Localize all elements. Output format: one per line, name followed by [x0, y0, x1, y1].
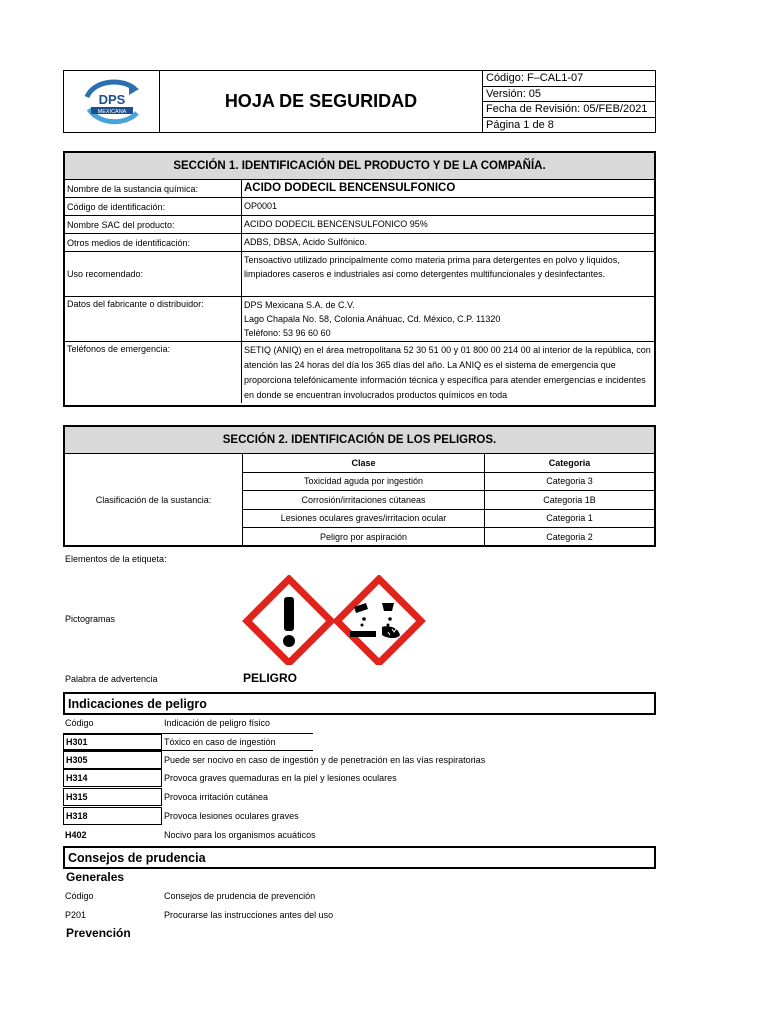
section-2-title: SECCIÓN 2. IDENTIFICACIÓN DE LOS PELIGROS.: [65, 427, 654, 454]
document-title: HOJA DE SEGURIDAD: [160, 71, 483, 132]
row-label: Datos del fabricante o distribuidor:: [65, 297, 242, 341]
precaution-text-header: Consejos de prudencia de prevención: [164, 891, 316, 901]
section-2: [63, 425, 656, 547]
precaution-code: P201: [65, 910, 87, 920]
generales-heading: Generales: [66, 870, 125, 884]
row-label: Código de identificación:: [65, 198, 242, 215]
fabricante-line: Lago Chapala No. 58, Colonia Anáhuac, Cd. México, C.P. 11320: [244, 314, 501, 324]
categoria-cell: Categoria 2: [546, 532, 593, 543]
row-value: SETIQ (ANIQ) en el área metropolitana 52 30 51 00 y 01 800 00 214 00 al interior de la república, con atención las 24 horas del día los 365 días del año. La ANIQ es el sistema de emergencia que proporciona telefónicamente información técnica y específica para atender emergencias e incidentes en donde se encuentran involucrados productos químicos en toda: [244, 345, 651, 400]
svg-text:DPS: DPS: [98, 91, 125, 107]
table-row: [63, 751, 656, 769]
section-1: [63, 151, 656, 407]
row-value: Tensoactivo utilizado principalmente como materia prima para detergentes en polvo y liquidos, limpiadores caseros e industriales asi como detergentes multifuncionales y desinfectantes.: [244, 255, 620, 279]
pictogramas-label: Pictogramas: [65, 614, 116, 624]
table-row: [243, 473, 654, 492]
row-value: ACIDO DODECIL BENCENSULFONICO 95%: [244, 218, 428, 229]
hazard-code: H305: [63, 751, 161, 769]
clase-cell: Toxicidad aguda por ingestión: [243, 473, 485, 491]
hazard-text: Tóxico en caso de ingestión: [161, 734, 276, 750]
table-row: [63, 733, 313, 751]
table-header-row: [243, 454, 654, 473]
hazard-text: Provoca graves quemaduras en la piel y lesiones oculares: [161, 769, 397, 787]
table-row: [63, 906, 656, 924]
clase-cell: Peligro por aspiración: [243, 528, 485, 547]
table-row: [65, 252, 654, 297]
classification-table: [65, 454, 654, 545]
meta-pagina: Página 1 de 8: [486, 118, 554, 131]
hazard-code: H301: [63, 734, 161, 750]
hazard-text: Provoca irritación cutánea: [161, 788, 268, 806]
meta-fecha: Fecha de Revisión: 05/FEB/2021: [483, 102, 655, 118]
palabra-label: Palabra de advertencia: [65, 674, 158, 684]
elementos-label: Elementos de la etiqueta:: [65, 554, 167, 564]
categoria-cell: Categoria 1B: [543, 494, 596, 505]
row-label: Nombre de la sustancia química:: [65, 180, 242, 197]
svg-text:MEXICANA: MEXICANA: [97, 108, 126, 115]
table-row: [243, 491, 654, 510]
col-categoria-header: Categoria: [548, 457, 591, 468]
table-row: [65, 198, 654, 216]
document-header: [63, 70, 656, 133]
precautions-title: Consejos de prudencia: [63, 846, 656, 869]
precaution-text: Procurarse las instrucciones antes del uso: [164, 910, 334, 920]
col-clase-header: Clase: [243, 454, 485, 472]
hazard-code-header: Código: [65, 718, 94, 728]
precaution-header-row: [63, 887, 656, 905]
hazard-code: H315: [63, 788, 161, 806]
hazard-header-row: [63, 714, 656, 732]
exclamation-mark-icon: [247, 579, 331, 663]
corrosion-icon: [337, 579, 421, 663]
row-value: ADBS, DBSA, Acido Sulfónico.: [244, 236, 368, 247]
logo-cell: [64, 71, 160, 132]
meta-version: Versión: 05: [483, 87, 655, 103]
fabricante-line: DPS Mexicana S.A. de C.V.: [244, 300, 355, 310]
dps-logo-icon: [79, 75, 145, 129]
row-value: OP0001: [244, 200, 278, 211]
hazard-code: H318: [63, 807, 161, 825]
clase-cell: Lesiones oculares graves/irritacion ocular: [243, 510, 485, 528]
table-row: [65, 234, 654, 252]
classification-grid: [242, 454, 654, 545]
hazard-code: H314: [63, 769, 161, 787]
hazard-text: Provoca lesiones oculares graves: [161, 807, 299, 825]
precaution-code-header: Código: [65, 891, 94, 901]
hazard-text: Nocivo para los organismos acuáticos: [164, 830, 316, 840]
row-label: Nombre SAC del producto:: [65, 216, 242, 233]
row-value: [242, 297, 654, 341]
clase-cell: Corrosión/irritaciones cútaneas: [243, 491, 485, 509]
section-1-title: SECCIÓN 1. IDENTIFICACIÓN DEL PRODUCTO Y DE LA COMPAÑÍA.: [65, 153, 654, 180]
row-value: ACIDO DODECIL BENCENSULFONICO: [244, 181, 456, 194]
row-label: Otros medios de identificación:: [65, 234, 242, 251]
hazard-statements-title: Indicaciones de peligro: [63, 692, 656, 715]
table-row: [65, 342, 654, 403]
table-row: [63, 769, 656, 787]
categoria-cell: Categoria 3: [546, 476, 593, 487]
hazard-text: Puede ser nocivo en caso de ingestión y de penetración en las vías respiratorias: [161, 751, 485, 769]
table-row: [243, 528, 654, 547]
table-row: [63, 826, 656, 844]
signal-word: PELIGRO: [243, 671, 298, 685]
prevencion-heading: Prevención: [66, 926, 131, 940]
pictograms: [242, 575, 432, 665]
row-label: Teléfonos de emergencia:: [65, 342, 242, 403]
row-label: Uso recomendado:: [65, 252, 242, 296]
classification-label: Clasificación de la sustancia:: [95, 494, 212, 505]
document-meta: [483, 71, 655, 132]
table-row: [63, 788, 656, 806]
hazard-text-header: Indicación de peligro físico: [164, 718, 271, 728]
meta-codigo: Código: F–CAL1-07: [483, 71, 655, 87]
categoria-cell: Categoria 1: [546, 513, 593, 524]
table-row: [65, 297, 654, 342]
table-row: [63, 807, 656, 825]
fabricante-line: Teléfono: 53 96 60 60: [244, 328, 331, 338]
table-row: [243, 510, 654, 529]
table-row: [65, 180, 654, 198]
hazard-code: H402: [65, 830, 87, 840]
table-row: [65, 216, 654, 234]
